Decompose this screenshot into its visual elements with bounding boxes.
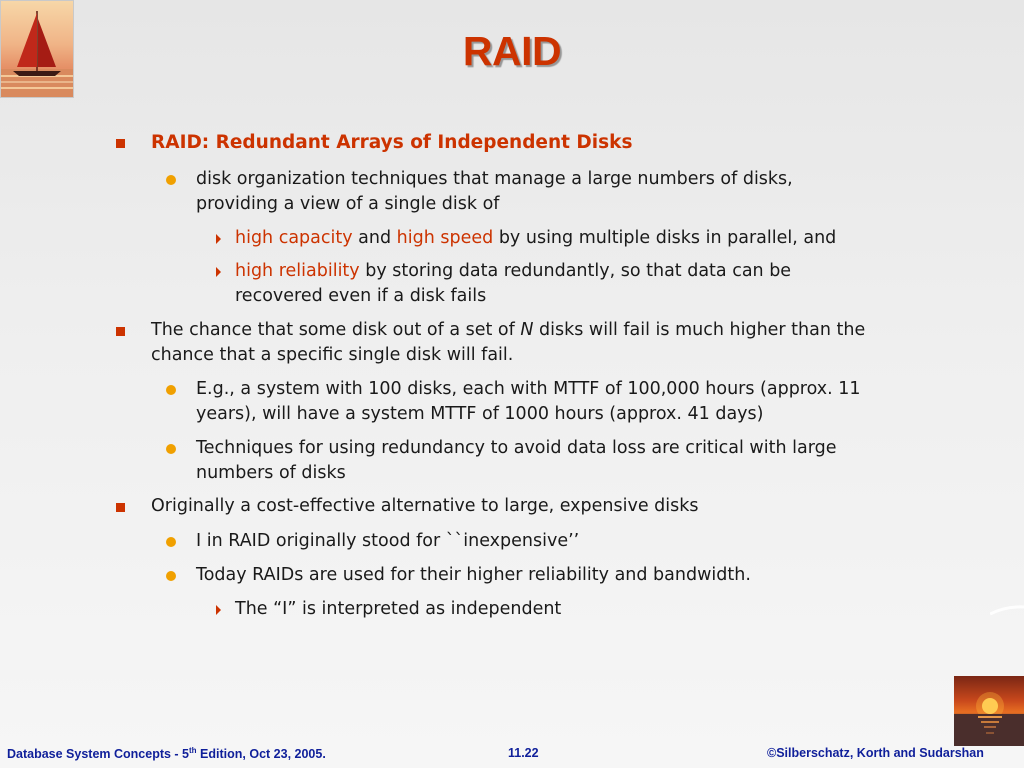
bullet-disk-organization [196,167,912,217]
bullet-mttf-example [196,377,912,427]
bullet-independent: The “I” is interpreted as independent [235,599,562,619]
bullet-inexpensive: I in RAID originally stood for ``inexpensive’’ [196,531,580,551]
bullet-text-line: E.g., a system with 100 disks, each with MTTF of 100,000 hours (approx. 11 [196,379,861,399]
bullet-text-line: chance that a specific single disk will fail. [151,345,514,365]
copyright-notice: ©Silberschatz, Korth and Sudarshan [767,746,984,760]
bullet-high-reliability [235,259,915,309]
bullet-text-line: years), will have a system MTTF of 1000 hours (approx. 41 days) [196,404,764,424]
dot-bullet-icon [166,571,176,581]
square-bullet-icon [116,503,125,512]
footer-text: Database System Concepts - 5 [7,747,190,762]
footer-text: Edition, Oct 23, 2005. [196,747,326,762]
bullet-redundancy-techniques [196,436,912,486]
dot-bullet-icon [166,444,176,454]
bullet-high-capacity [235,226,915,251]
bullet-raid-definition: RAID: Redundant Arrays of Independent Disks [151,132,633,153]
highlight-text: high reliability [235,261,360,281]
dot-bullet-icon [166,175,176,185]
variable-n: N [520,320,534,340]
bullet-text-line: providing a view of a single disk of [196,194,500,214]
page-number: 11.22 [508,746,539,760]
bullet-text: disks will fail is much higher than the [533,320,866,340]
bullet-failure-chance [151,318,911,368]
footer-superscript: th [189,746,197,755]
square-bullet-icon [116,139,125,148]
arrow-bullet-icon [216,267,221,277]
square-bullet-icon [116,327,125,336]
highlight-text: high capacity [235,228,353,248]
slide-title: RAID [462,28,562,74]
bullet-cost-effective: Originally a cost-effective alternative to large, expensive disks [151,496,699,516]
bullet-text-line: numbers of disks [196,463,346,483]
arrow-bullet-icon [216,234,221,244]
bullet-text: by using multiple disks in parallel, and [493,228,837,248]
sunset-icon [954,676,1024,746]
slide-footer [0,743,1024,765]
dot-bullet-icon [166,385,176,395]
footer-book-title [7,746,326,761]
dot-bullet-icon [166,537,176,547]
bullet-text-line: disk organization techniques that manage a large numbers of disks, [196,169,793,189]
bullet-text: and [352,228,397,248]
bullet-text-line: recovered even if a disk fails [235,286,487,306]
bullet-today-raids: Today RAIDs are used for their higher reliability and bandwidth. [196,565,751,585]
bullet-text-line: Techniques for using redundancy to avoid data loss are critical with large [196,438,837,458]
arrow-bullet-icon [216,605,221,615]
decorative-curve [990,604,1024,616]
sunset-image [954,676,1024,746]
highlight-text: high speed [396,228,494,248]
bullet-text: by storing data redundantly, so that data can be [359,261,792,281]
bullet-text: The chance that some disk out of a set of [151,320,521,340]
